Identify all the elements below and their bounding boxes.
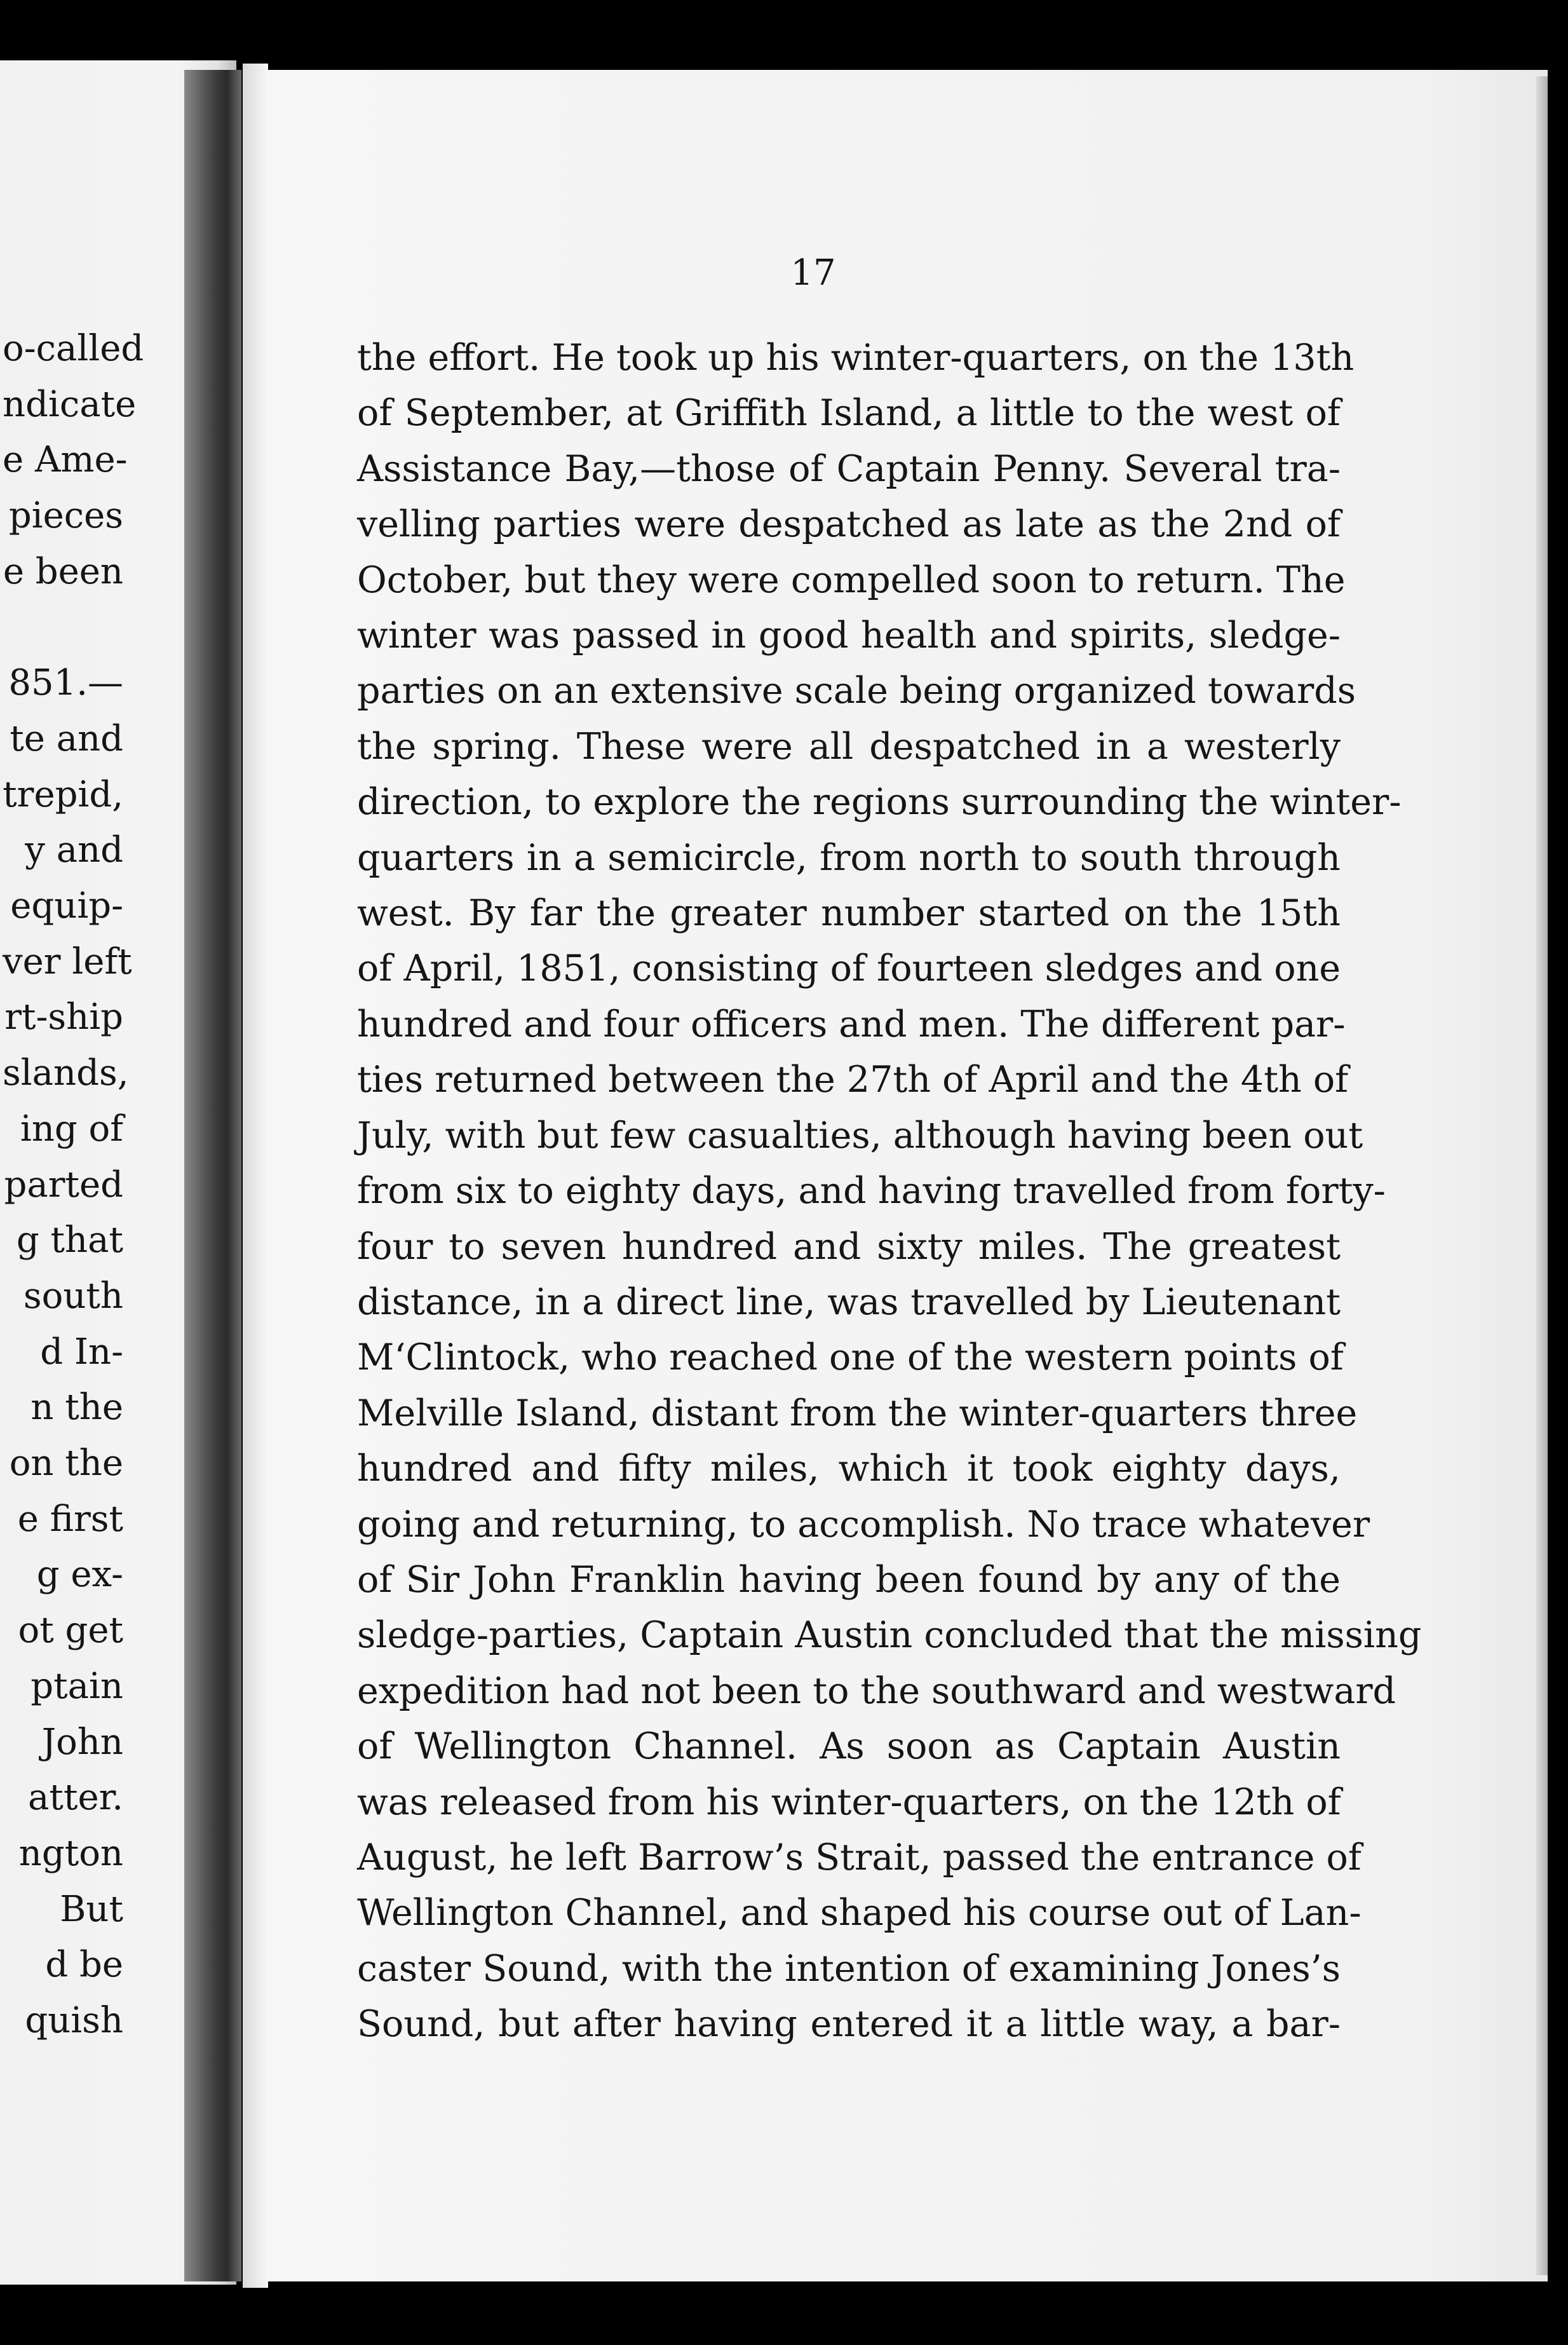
body-text <box>357 330 1422 2053</box>
text-line: parties on an extensive scale being organized towards <box>357 670 1356 712</box>
text-line: Melville Island, distant from the winter-quarters three <box>357 1392 1358 1434</box>
left-text-line: e been <box>3 550 123 592</box>
left-text-line: d In- <box>40 1331 123 1373</box>
text-line: the spring. These were all despatched in a westerly <box>357 725 1341 768</box>
text-line: Wellington Channel, and shaped his course out of Lan- <box>357 1892 1362 1934</box>
left-text-line: pieces <box>8 495 123 537</box>
left-text-line: ndicate <box>3 383 137 425</box>
text-line: distance, in a direct line, was travelled by Lieutenant <box>357 1281 1341 1323</box>
left-text-line: John <box>41 1721 123 1763</box>
text-line: direction, to explore the regions surrounding the winter- <box>357 781 1402 824</box>
text-line: was released from his winter-quarters, on the 12th of <box>357 1781 1341 1823</box>
text-line: sledge-parties, Captain Austin concluded that the missing <box>357 1614 1422 1657</box>
text-line: winter was passed in good health and spirits, sledge- <box>357 615 1341 657</box>
left-text-line: trepid, <box>3 773 123 815</box>
left-text-line: slands, <box>3 1052 129 1094</box>
left-text-line: o-called <box>3 328 144 369</box>
left-text-line: atter. <box>28 1777 123 1819</box>
text-line: velling parties were despatched as late as the 2nd of <box>357 503 1341 546</box>
text-line: August, he left Barrow’s Strait, passed the entrance of <box>357 1836 1362 1879</box>
text-line: October, but they were compelled soon to return. The <box>357 559 1346 601</box>
left-text-line: ing of <box>20 1108 123 1150</box>
left-text-line: ngton <box>18 1832 123 1874</box>
left-text-line: d be <box>45 1944 123 1986</box>
left-text-line: ot get <box>18 1610 123 1652</box>
text-line: M‘Clintock, who reached one of the western points of <box>357 1336 1344 1379</box>
page-number: 17 <box>790 252 836 294</box>
left-text-line: e first <box>17 1498 123 1540</box>
page-edge <box>1536 76 1548 2275</box>
left-text-line: equip- <box>10 885 123 927</box>
left-text-line: y and <box>25 829 123 871</box>
left-page-text <box>3 321 144 2049</box>
text-line: ties returned between the 27th of April and the 4th of <box>357 1059 1349 1101</box>
text-line: of April, 1851, consisting of fourteen sledges and one <box>357 948 1341 990</box>
left-text-line: n the <box>30 1387 123 1429</box>
gutter-highlight <box>243 64 268 2288</box>
text-line: from six to eighty days, and having travelled from forty- <box>357 1170 1386 1213</box>
left-text-line: te and <box>10 717 123 759</box>
text-line: going and returning, to accomplish. No trace whatever <box>357 1503 1370 1546</box>
text-line: hundred and fifty miles, which it took eighty days, <box>357 1448 1341 1490</box>
text-line: July, with but few casualties, although having been out <box>357 1114 1363 1157</box>
text-line: of Wellington Channel. As soon as Captain Austin <box>357 1725 1341 1768</box>
text-line: the effort. He took up his winter-quarters, on the 13th <box>357 337 1355 379</box>
book-spine-shadow <box>184 70 241 2281</box>
left-text-line: quish <box>25 2000 123 2042</box>
left-text-line: rt-ship <box>4 996 123 1038</box>
left-text-line: g ex- <box>36 1554 123 1596</box>
text-line: west. By far the greater number started on the 15th <box>357 892 1341 935</box>
left-text-line: south <box>23 1275 123 1317</box>
left-text-line <box>3 600 123 656</box>
text-line: Assistance Bay,—those of Captain Penny. Several tra- <box>357 447 1341 490</box>
text-line: expedition had not been to the southward and westward <box>357 1669 1396 1712</box>
left-text-line: 851.— <box>8 662 123 704</box>
left-text-line: But <box>60 1888 123 1930</box>
text-line: quarters in a semicircle, from north to south through <box>357 836 1341 879</box>
text-line: hundred and four officers and men. The different par- <box>357 1003 1346 1045</box>
text-line: caster Sound, with the intention of examining Jones’s <box>357 1947 1341 1990</box>
left-text-line: g that <box>16 1220 123 1261</box>
text-line: Sound, but after having entered it a little way, a bar- <box>357 2003 1341 2046</box>
left-text-line: e Ame- <box>3 439 128 481</box>
left-text-line: parted <box>4 1164 123 1206</box>
left-text-line: on the <box>9 1443 123 1485</box>
text-line: four to seven hundred and sixty miles. The greatest <box>357 1225 1341 1268</box>
left-text-line: ver left <box>3 941 132 982</box>
text-line: of Sir John Franklin having been found by any of the <box>357 1558 1341 1601</box>
left-text-line: ptain <box>30 1665 123 1707</box>
text-line: of September, at Griffith Island, a little to the west of <box>357 392 1341 435</box>
